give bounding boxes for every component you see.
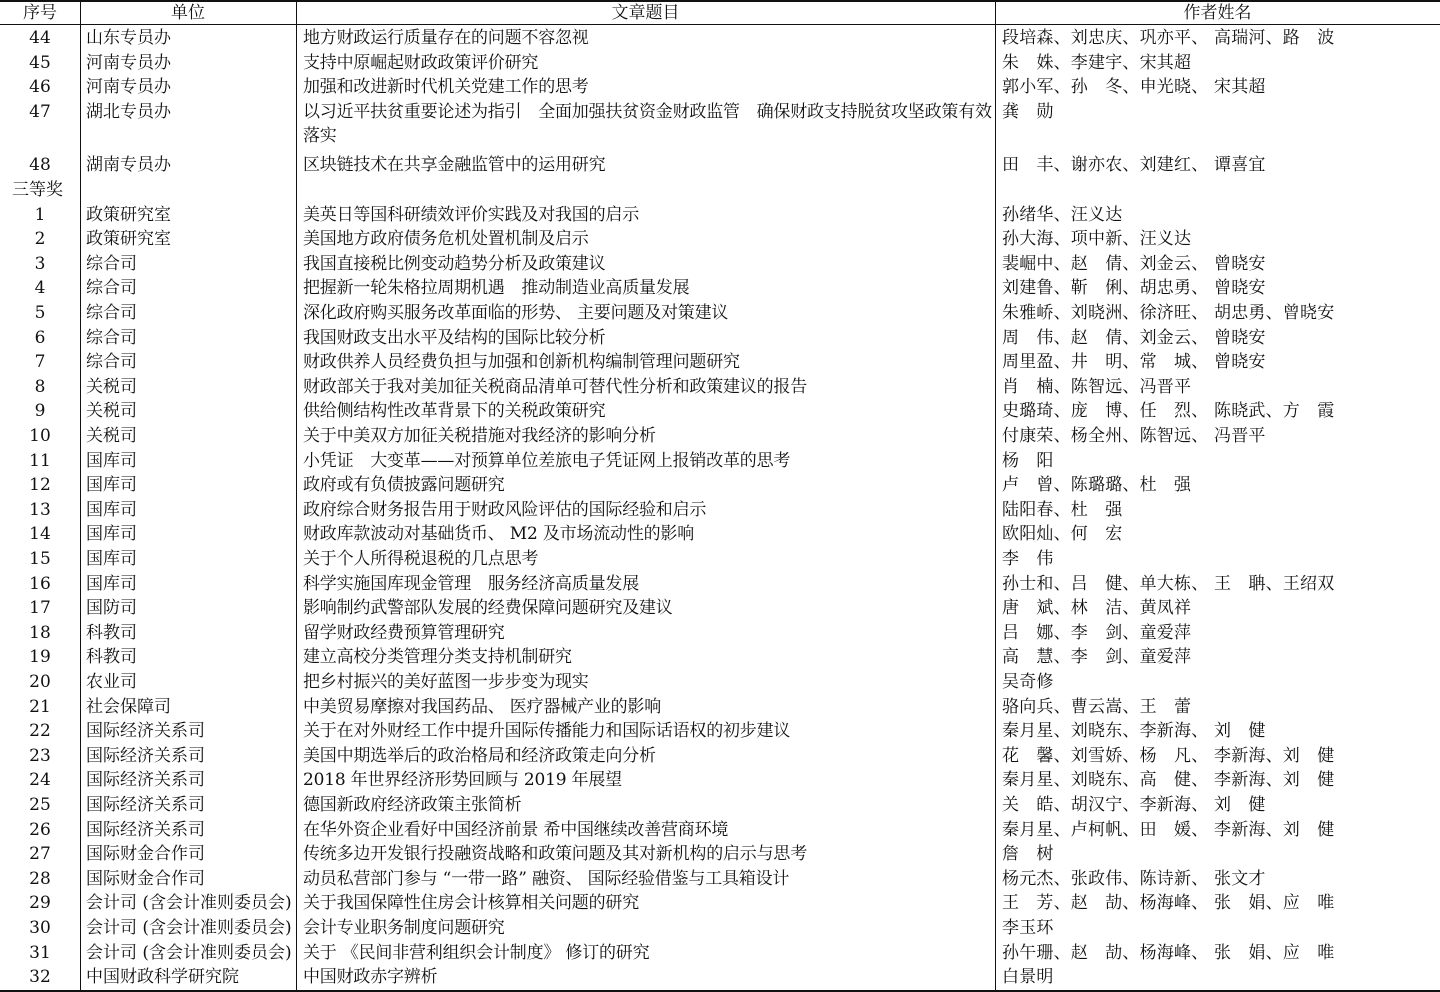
row-number: 28 [29, 868, 51, 889]
row-title: 政府综合财务报告用于财政风险评估的国际经验和启示 [303, 499, 707, 520]
table-row [0, 75, 1440, 100]
row-title: 深化政府购买服务改革面临的形势、 主要问题及对策建议 [303, 303, 729, 323]
row-number: 17 [29, 598, 51, 619]
row-number: 29 [29, 893, 51, 914]
row-title: 财政部关于我对美加征关税商品清单可替代性分析和政策建议的报告 [303, 376, 807, 397]
table-row [0, 424, 1440, 449]
header-unit: 单位 [171, 3, 205, 23]
row-unit: 政策研究室 [86, 229, 171, 250]
row-unit: 国际经济关系司 [86, 819, 205, 840]
row-unit: 科教司 [86, 622, 137, 643]
row-authors: 刘建鲁、靳 俐、胡忠勇、 曾晓安 [1002, 278, 1266, 299]
row-authors: 唐 斌、林 洁、黄凤祥 [1002, 598, 1192, 619]
row-number: 31 [29, 942, 51, 963]
row-authors: 陆阳春、杜 强 [1002, 499, 1123, 520]
row-authors: 朱雅峤、刘晓洲、徐济旺、 胡忠勇、曾晓安 [1002, 303, 1335, 323]
row-unit: 国际财金合作司 [86, 844, 205, 865]
row-title: 影响制约武警部队发展的经费保障问题研究及建议 [303, 598, 673, 619]
row-authors: 吴奇修 [1002, 672, 1054, 692]
row-unit: 农业司 [86, 672, 137, 692]
row-unit: 河南专员办 [86, 77, 171, 98]
table-row [0, 498, 1440, 523]
row-authors: 秦月星、刘晓东、高 健、 李新海、刘 健 [1002, 770, 1335, 791]
row-title: 传统多边开发银行投融资战略和政策问题及其对新机构的启示与思考 [303, 844, 807, 865]
row-number: 20 [29, 672, 51, 692]
row-authors: 王 芳、赵 劼、杨海峰、 张 娟、应 唯 [1002, 893, 1335, 914]
row-authors: 郭小军、孙 冬、申光晓、 宋其超 [1002, 77, 1266, 98]
table-row [0, 768, 1440, 793]
row-title: 德国新政府经济政策主张简析 [303, 795, 522, 815]
row-title: 科学实施国库现金管理 服务经济高质量发展 [303, 573, 639, 594]
row-title: 关于我国保障性住房会计核算相关问题的研究 [303, 893, 639, 914]
row-authors: 孙绪华、汪义达 [1002, 204, 1123, 225]
table-row [0, 522, 1440, 547]
row-number: 11 [29, 450, 51, 471]
row-number: 6 [34, 327, 46, 348]
table-row [0, 100, 1440, 152]
row-authors: 孙午珊、赵 劼、杨海峰、 张 娟、应 唯 [1002, 942, 1335, 963]
row-unit: 综合司 [86, 327, 137, 348]
row-number: 26 [29, 819, 51, 840]
row-number: 5 [34, 303, 46, 323]
row-unit: 国际经济关系司 [86, 795, 205, 815]
row-number: 4 [34, 278, 46, 299]
row-number: 32 [29, 967, 51, 988]
row-unit: 国库司 [86, 450, 137, 471]
header-title: 文章题目 [611, 3, 680, 23]
row-unit: 科教司 [86, 647, 137, 668]
row-number: 8 [34, 376, 46, 397]
table-row [0, 916, 1440, 941]
row-title: 地方财政运行质量存在的问题不容忽视 [303, 28, 589, 48]
row-title: 2018 年世界经济形势回顾与 2019 年展望 [303, 770, 622, 791]
table-row [0, 449, 1440, 474]
row-authors: 肖 楠、陈智远、冯晋平 [1002, 376, 1192, 397]
table-row [0, 842, 1440, 867]
row-number: 16 [29, 573, 51, 594]
row-unit: 河南专员办 [86, 52, 171, 73]
row-authors: 卢 曾、陈璐璐、杜 强 [1002, 475, 1192, 496]
row-number: 48 [29, 155, 51, 175]
row-title: 留学财政经费预算管理研究 [303, 622, 505, 643]
row-unit: 综合司 [86, 278, 137, 299]
row-authors: 田 丰、谢亦农、刘建红、 谭喜宜 [1002, 155, 1266, 175]
row-number: 44 [29, 28, 51, 48]
table-row [0, 818, 1440, 843]
row-title: 美英日等国科研绩效评价实践及对我国的启示 [303, 204, 639, 225]
row-authors: 龚 勋 [1002, 101, 1054, 122]
row-authors: 裴崛中、赵 倩、刘金云、 曾晓安 [1002, 253, 1266, 274]
row-title: 关于中美双方加征关税措施对我经济的影响分析 [303, 426, 656, 446]
row-unit: 综合司 [86, 253, 137, 274]
table-row [0, 26, 1440, 51]
table-row [0, 867, 1440, 892]
row-title: 动员私营部门参与 “一带一路” 融资、 国际经验借鉴与工具箱设计 [303, 868, 790, 889]
row-unit: 社会保障司 [86, 696, 171, 717]
row-title: 加强和改进新时代机关党建工作的思考 [303, 77, 589, 98]
row-number: 14 [29, 524, 51, 545]
table-row [0, 301, 1440, 326]
row-authors: 关 皓、胡汉宁、李新海、 刘 健 [1002, 795, 1266, 815]
row-title: 关于个人所得税退税的几点思考 [303, 549, 539, 569]
table-row [0, 572, 1440, 597]
row-authors: 杨 阳 [1002, 450, 1054, 471]
row-title: 财政供养人员经费负担与加强和创新机构编制管理问题研究 [303, 352, 740, 373]
table-row [0, 941, 1440, 966]
row-number: 46 [29, 77, 51, 98]
section-label: 三等奖 [12, 180, 63, 200]
table-row [0, 547, 1440, 572]
row-number: 19 [29, 647, 51, 668]
row-authors: 段培森、刘忠庆、巩亦平、 高瑞河、路 波 [1002, 28, 1335, 48]
header-num: 序号 [23, 3, 57, 23]
row-title: 把乡村振兴的美好蓝图一步步变为现实 [303, 672, 589, 692]
row-unit: 国库司 [86, 499, 137, 520]
header-bottom-rule [0, 24, 1440, 25]
row-title: 把握新一轮朱格拉周期机遇 推动制造业高质量发展 [303, 278, 690, 299]
table-row [0, 793, 1440, 818]
row-number: 45 [29, 52, 51, 73]
table-row [0, 375, 1440, 400]
row-unit: 国防司 [86, 598, 137, 619]
table-row [0, 744, 1440, 769]
table-row [0, 326, 1440, 351]
row-number: 30 [29, 918, 51, 938]
table-row [0, 621, 1440, 646]
row-authors: 李 伟 [1002, 549, 1054, 569]
row-authors: 高 慧、李 剑、童爱萍 [1002, 647, 1192, 668]
row-authors: 欧阳灿、何 宏 [1002, 524, 1123, 545]
row-number: 1 [34, 204, 46, 225]
row-title: 区块链技术在共享金融监管中的运用研究 [303, 155, 606, 175]
row-unit: 政策研究室 [86, 204, 171, 225]
table-row [0, 596, 1440, 621]
row-number: 25 [29, 795, 51, 815]
row-unit: 国库司 [86, 524, 137, 545]
table-row [0, 276, 1440, 301]
row-title: 我国直接税比例变动趋势分析及政策建议 [303, 253, 606, 274]
row-number: 10 [29, 426, 51, 446]
row-unit: 中国财政科学研究院 [86, 967, 239, 988]
header-authors: 作者姓名 [1183, 3, 1252, 23]
row-unit: 国库司 [86, 549, 137, 569]
row-title: 以习近平扶贫重要论述为指引 全面加强扶贫资金财政监管 确保财政支持脱贫攻坚政策有效落实 [303, 101, 992, 147]
row-title: 供给侧结构性改革背景下的关税政策研究 [303, 401, 606, 422]
row-unit: 关税司 [86, 426, 137, 446]
row-authors: 史璐琦、庞 博、任 烈、 陈晓武、方 霞 [1002, 401, 1335, 422]
row-number: 7 [34, 352, 46, 373]
row-number: 47 [29, 101, 51, 122]
row-authors: 秦月星、刘晓东、李新海、 刘 健 [1002, 721, 1266, 742]
table-row [0, 670, 1440, 695]
table-row [0, 965, 1440, 990]
row-authors: 秦月星、卢柯帆、田 媛、 李新海、刘 健 [1002, 819, 1335, 840]
row-title: 我国财政支出水平及结构的国际比较分析 [303, 327, 606, 348]
row-authors: 付康荣、杨全州、陈智远、 冯晋平 [1002, 426, 1266, 446]
row-unit: 会计司 (含会计准则委员会) [86, 893, 292, 914]
row-title: 支持中原崛起财政政策评价研究 [303, 52, 539, 73]
row-unit: 会计司 (含会计准则委员会) [86, 918, 292, 938]
row-number: 22 [29, 721, 51, 742]
row-number: 21 [29, 696, 51, 717]
row-number: 24 [29, 770, 51, 791]
row-unit: 国际经济关系司 [86, 770, 205, 791]
table-row [0, 695, 1440, 720]
row-authors: 白景明 [1002, 967, 1054, 988]
row-unit: 湖南专员办 [86, 155, 171, 175]
row-authors: 吕 娜、李 剑、童爱萍 [1002, 622, 1192, 643]
row-title: 会计专业职务制度问题研究 [303, 918, 505, 938]
row-unit: 关税司 [86, 401, 137, 422]
table-row [0, 153, 1440, 178]
row-authors: 花 馨、刘雪娇、杨 凡、 李新海、刘 健 [1002, 745, 1335, 766]
table-row [0, 473, 1440, 498]
row-authors: 周 伟、赵 倩、刘金云、 曾晓安 [1002, 327, 1266, 348]
row-authors: 周里盈、井 明、常 城、 曾晓安 [1002, 352, 1266, 373]
row-unit: 国际经济关系司 [86, 745, 205, 766]
row-title: 在华外资企业看好中国经济前景 希中国继续改善营商环境 [303, 819, 729, 840]
row-title: 关于在对外财经工作中提升国际传播能力和国际话语权的初步建议 [303, 721, 791, 742]
row-unit: 国际经济关系司 [86, 721, 205, 742]
row-number: 23 [29, 745, 51, 766]
table-row [0, 227, 1440, 252]
table-row [0, 645, 1440, 670]
row-title: 建立高校分类管理分类支持机制研究 [303, 647, 572, 668]
row-number: 2 [34, 229, 46, 250]
section-row [0, 178, 1440, 203]
row-authors: 孙大海、项中新、汪义达 [1002, 229, 1192, 250]
row-unit: 会计司 (含会计准则委员会) [86, 942, 292, 963]
table-row [0, 350, 1440, 375]
row-title: 关于 《民间非营利组织会计制度》 修订的研究 [303, 942, 650, 963]
row-unit: 综合司 [86, 352, 137, 373]
row-unit: 湖北专员办 [86, 101, 171, 122]
row-unit: 国库司 [86, 573, 137, 594]
table-row [0, 891, 1440, 916]
row-title: 中国财政赤字辨析 [303, 967, 438, 988]
row-number: 27 [29, 844, 51, 865]
table-row [0, 203, 1440, 228]
row-unit: 关税司 [86, 376, 137, 397]
row-number: 9 [34, 401, 46, 422]
row-title: 政府或有负债披露问题研究 [303, 475, 505, 496]
row-authors: 骆向兵、曹云嵩、王 蕾 [1002, 696, 1192, 717]
row-authors: 孙士和、吕 健、单大栋、 王 聃、王绍双 [1002, 573, 1335, 594]
row-title: 美国地方政府债务危机处置机制及启示 [303, 229, 589, 250]
row-unit: 国际财金合作司 [86, 868, 205, 889]
row-authors: 朱 姝、李建宇、宋其超 [1002, 52, 1192, 73]
table-row [0, 51, 1440, 76]
row-title: 小凭证 大变革——对预算单位差旅电子凭证网上报销改革的思考 [303, 450, 791, 471]
row-number: 13 [29, 499, 51, 520]
table-row [0, 252, 1440, 277]
row-number: 15 [29, 549, 51, 569]
row-number: 3 [34, 253, 46, 274]
row-unit: 山东专员办 [86, 28, 171, 48]
row-number: 12 [29, 475, 51, 496]
row-authors: 李玉环 [1002, 918, 1054, 938]
row-authors: 詹 树 [1002, 844, 1054, 865]
row-title: 中美贸易摩擦对我国药品、 医疗器械产业的影响 [303, 696, 662, 717]
row-title: 美国中期选举后的政治格局和经济政策走向分析 [303, 745, 656, 766]
row-unit: 国库司 [86, 475, 137, 496]
table-row [0, 719, 1440, 744]
row-unit: 综合司 [86, 303, 137, 323]
row-number: 18 [29, 622, 51, 643]
row-title: 财政库款波动对基础货币、 M2 及市场流动性的影响 [303, 524, 695, 545]
row-authors: 杨元杰、张政伟、陈诗新、 张文才 [1002, 868, 1266, 889]
table-row [0, 399, 1440, 424]
